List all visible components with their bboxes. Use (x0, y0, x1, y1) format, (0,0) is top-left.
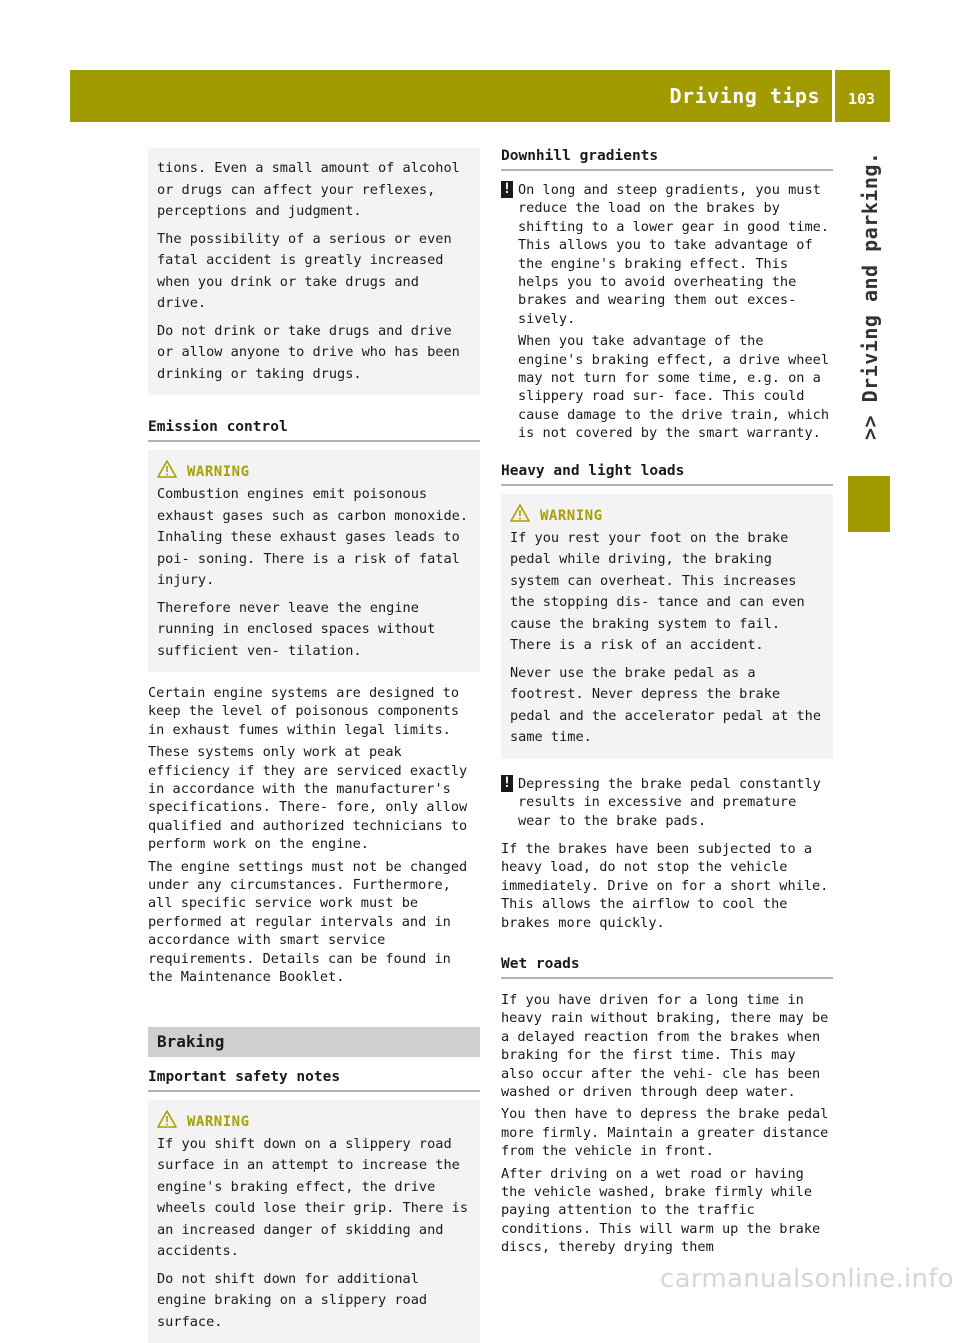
page-title: Driving tips (670, 84, 821, 108)
section-band-braking: Braking (148, 1027, 480, 1057)
body-paragraph: Certain engine systems are designed to keep the level of poisonous components in exhaust fumes within legal limits. (148, 684, 480, 739)
warning-label: WARNING (540, 508, 603, 524)
warning-paragraph: If you rest your foot on the brake pedal while driving, the braking system can overheat. This increases the stopping dis- tance and can even cause the braking system to fail. There is a risk of an accident. (510, 528, 824, 657)
section-heading-loads: Heavy and light loads (501, 463, 833, 486)
body-paragraph: These systems only work at peak efficiency if they are serviced exactly in accordance with the manufacturer's specifications. There- fore, only allow qualified and authorized technicians to perform work on the engine. (148, 743, 480, 853)
caution-mark-icon: ! (501, 181, 513, 198)
warning-label: WARNING (187, 464, 250, 480)
section-heading-emission-control: Emission control (148, 419, 480, 442)
header-bar (70, 70, 890, 122)
body-paragraph: The engine settings must not be changed under any circumstances. Furthermore, all specific service work must be performed at regular intervals and in accordance with smart service requirements. Details can be found in the Maintenance Booklet. (148, 858, 480, 987)
header-divider (832, 70, 835, 122)
caution-mark-icon: ! (501, 775, 513, 792)
warning-triangle-icon (157, 1110, 177, 1128)
right-column (501, 148, 833, 1261)
warning-paragraph: Do not shift down for additional engine braking on a slippery road surface. (157, 1269, 471, 1334)
warning-triangle-icon (157, 460, 177, 478)
section-heading-wet-roads: Wet roads (501, 956, 833, 979)
warning-paragraph: If you shift down on a slippery road surface in an attempt to increase the engine's braking effect, the drive wheels could lose their grip. There is an increased danger of skidding and accidents. (157, 1134, 471, 1263)
body-paragraph: If the brakes have been subjected to a heavy load, do not stop the vehicle immediately. Drive on for a short while. This allows the airflow to cool the brakes more quickly. (501, 840, 833, 932)
emission-warning-box (148, 450, 480, 672)
page-number: 103 (848, 90, 875, 108)
warning-header (157, 1110, 471, 1130)
chapter-thumb-tab (848, 476, 890, 532)
caution-note (501, 181, 833, 443)
note-paragraph: On long and steep gradients, you must reduce the load on the brakes by shifting to a lower gear in good time. This allows you to take advantage of the engine's braking effect. This helps you to avoid overheating the brakes and wearing them out exces- sively. (518, 181, 833, 328)
chapter-side-label-text: >> Driving and parking. (858, 152, 882, 440)
warning-header (510, 504, 824, 524)
note-paragraph: When you take advantage of the engine's braking effect, a drive wheel may not turn for some time, e.g. on a slippery road sur- face. This could cause damage to the drive train, which is not covered by the smart warranty. (518, 332, 833, 442)
left-column (148, 148, 480, 1343)
watermark-text: carmanualsonline.info (660, 1264, 954, 1294)
warning-paragraph: Combustion engines emit poisonous exhaust gases such as carbon monoxide. Inhaling these exhaust gases leads to poi- soning. There is a risk of fatal injury. (157, 484, 471, 592)
box-paragraph: tions. Even a small amount of alcohol or drugs can affect your reflexes, perceptions and judgment. (157, 158, 471, 223)
warning-paragraph: Therefore never leave the engine running in enclosed spaces without sufficient ven- tilation. (157, 598, 471, 663)
warning-header (157, 460, 471, 480)
warning-paragraph: Never use the brake pedal as a footrest. Never depress the brake pedal and the accelerator pedal at the same time. (510, 663, 824, 749)
warning-label: WARNING (187, 1114, 250, 1130)
box-paragraph: The possibility of a serious or even fatal accident is greatly increased when you drink or take drugs and drive. (157, 229, 471, 315)
body-paragraph: After driving on a wet road or having the vehicle washed, brake firmly while paying attention to the traffic conditions. This will warm up the brake discs, thereby drying them (501, 1165, 833, 1257)
chapter-side-label (858, 440, 878, 460)
note-paragraph: Depressing the brake pedal constantly results in excessive and premature wear to the brake pads. (518, 775, 833, 830)
section-heading-safety-notes: Important safety notes (148, 1069, 480, 1092)
continued-warning-box (148, 148, 480, 395)
safety-warning-box (148, 1100, 480, 1343)
body-paragraph: If you have driven for a long time in heavy rain without braking, there may be a delayed reaction from the brakes when braking for the first time. This may also occur after the vehi- cle has been washed or driven through deep water. (501, 991, 833, 1101)
loads-warning-box (501, 494, 833, 759)
box-paragraph: Do not drink or take drugs and drive or allow anyone to drive who has been drinking or taking drugs. (157, 321, 471, 386)
body-paragraph: You then have to depress the brake pedal more firmly. Maintain a greater distance from the vehicle in front. (501, 1105, 833, 1160)
section-heading-downhill: Downhill gradients (501, 148, 833, 171)
warning-triangle-icon (510, 504, 530, 522)
caution-note (501, 775, 833, 830)
